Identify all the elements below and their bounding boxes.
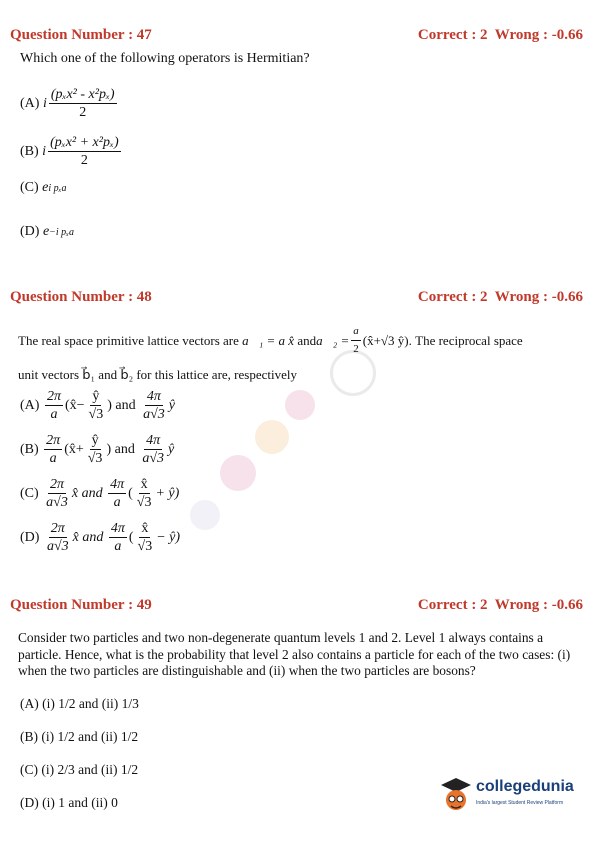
question-49-header <box>10 597 583 614</box>
option-b[interactable]: (B) (i) 1/2 and (ii) 1/2 <box>20 729 139 744</box>
watermark-badge <box>285 390 315 420</box>
option-b[interactable] <box>20 134 123 169</box>
math-expr: e <box>42 224 50 239</box>
fraction: $\frac{4\pi}{a√3}$ <box>142 433 165 466</box>
logo-tagline: India's largest Student Review Platform <box>476 800 564 806</box>
option-label: (B) <box>20 143 39 159</box>
collegedunia-logo[interactable] <box>440 774 580 818</box>
question-number: Question Number : 49 <box>10 597 152 613</box>
option-label: (C) <box>20 485 39 501</box>
option-c[interactable]: (C) (i) 2/3 and (ii) 1/2 <box>20 762 139 777</box>
fraction: $\frac{x̂}{√3}$ <box>136 477 152 510</box>
fraction: $\frac{\text{(pₓx² + x²pₓ)}}{2}$ <box>50 135 119 168</box>
fraction: $\frac{4\pi}{a}$ <box>110 521 125 554</box>
fraction: $\frac{4\pi}{a√3}$ <box>143 389 165 422</box>
fraction: $\frac{\text{(pₓx² - x²pₓ)}}{2}$ <box>50 87 115 120</box>
question-text: The real space primitive lattice vectors are a⃗₁ = a x̂ and a⃗₂ = $\frac{a}{2}$ (x̂+√3 ŷ). The reciprocal space <box>18 325 523 355</box>
math-expr: e <box>42 180 49 195</box>
option-d[interactable]: (D) (i) 1 and (ii) 0 <box>20 795 118 810</box>
question-47-header <box>10 27 583 44</box>
fraction: $\frac{ŷ}{√3}$ <box>88 389 104 422</box>
option-c[interactable] <box>20 180 67 196</box>
option-c[interactable]: (C) $\frac{2\pi}{a√3}$ x̂ and $\frac{4\pi}{a}$ ( $\frac{x̂}{√3}$ + ŷ) <box>20 477 180 510</box>
fraction: $\frac{2\pi}{a}$ <box>46 389 61 422</box>
fraction: $\frac{2\pi}{a√3}$ <box>46 521 69 554</box>
option-label: (D) <box>20 224 40 239</box>
option-label: (A) <box>20 95 40 111</box>
option-label: (B) <box>20 441 39 457</box>
math-exponent: −i pₓa <box>49 226 75 238</box>
question-48-header <box>10 289 583 306</box>
marks-info: Correct : 2 Wrong : -0.66 <box>417 27 583 43</box>
fraction: $\frac{ŷ}{√3}$ <box>87 433 103 466</box>
question-number: Question Number : 48 <box>10 289 152 305</box>
marks-info: Correct : 2 Wrong : -0.66 <box>417 597 583 613</box>
math-prefix: i <box>42 143 47 159</box>
option-label: (C) <box>20 180 39 195</box>
logo-brand: collegedunia <box>476 778 574 795</box>
watermark-badge <box>190 500 220 530</box>
fraction: $\frac{2\pi}{a√3}$ <box>46 477 68 510</box>
watermark-badge <box>220 455 256 491</box>
option-d[interactable] <box>20 224 74 240</box>
fraction: $\frac{4\pi}{a}$ <box>110 477 125 510</box>
option-d[interactable]: (D) $\frac{2\pi}{a√3}$ x̂ and $\frac{4\pi}{a}$ ( $\frac{x̂}{√3}$ − ŷ) <box>20 521 181 554</box>
math-prefix: i <box>42 95 47 111</box>
math-exponent: i pₓa <box>48 182 67 194</box>
watermark-badge <box>255 420 289 454</box>
fraction: $\frac{2\pi}{a}$ <box>46 433 61 466</box>
option-label: (A) <box>20 397 40 413</box>
graduate-cap-icon <box>440 776 472 816</box>
question-text-line2: unit vectors b⃗₁ and b⃗₂ for this lattice are, respectively <box>18 367 297 382</box>
option-b[interactable]: (B) $\frac{2\pi}{a}$ (x̂+ $\frac{ŷ}{√3}$ ) and $\frac{4\pi}{a√3}$ ŷ <box>20 433 175 466</box>
question-text: Consider two particles and two non-degenerate quantum levels 1 and 2. Level 1 always contains a particle. Hence, what is the probability that level 2 also contains a particle for each of the two cases: (i) when the two particles are distinguishable and (ii) when the two particles are bosons? <box>18 630 571 678</box>
option-a[interactable]: (A) (i) 1/2 and (ii) 1/3 <box>20 696 139 711</box>
option-a[interactable]: (A) $\frac{2\pi}{a}$ (x̂− $\frac{ŷ}{√3}$ ) and $\frac{4\pi}{a√3}$ ŷ <box>20 389 175 422</box>
fraction: $\frac{x̂}{√3}$ <box>137 521 153 554</box>
question-number: Question Number : 47 <box>10 27 152 43</box>
marks-info: Correct : 2 Wrong : -0.66 <box>417 289 583 305</box>
option-label: (D) <box>20 529 40 545</box>
option-a[interactable] <box>20 86 119 121</box>
question-text: Which one of the following operators is Hermitian? <box>20 51 310 66</box>
